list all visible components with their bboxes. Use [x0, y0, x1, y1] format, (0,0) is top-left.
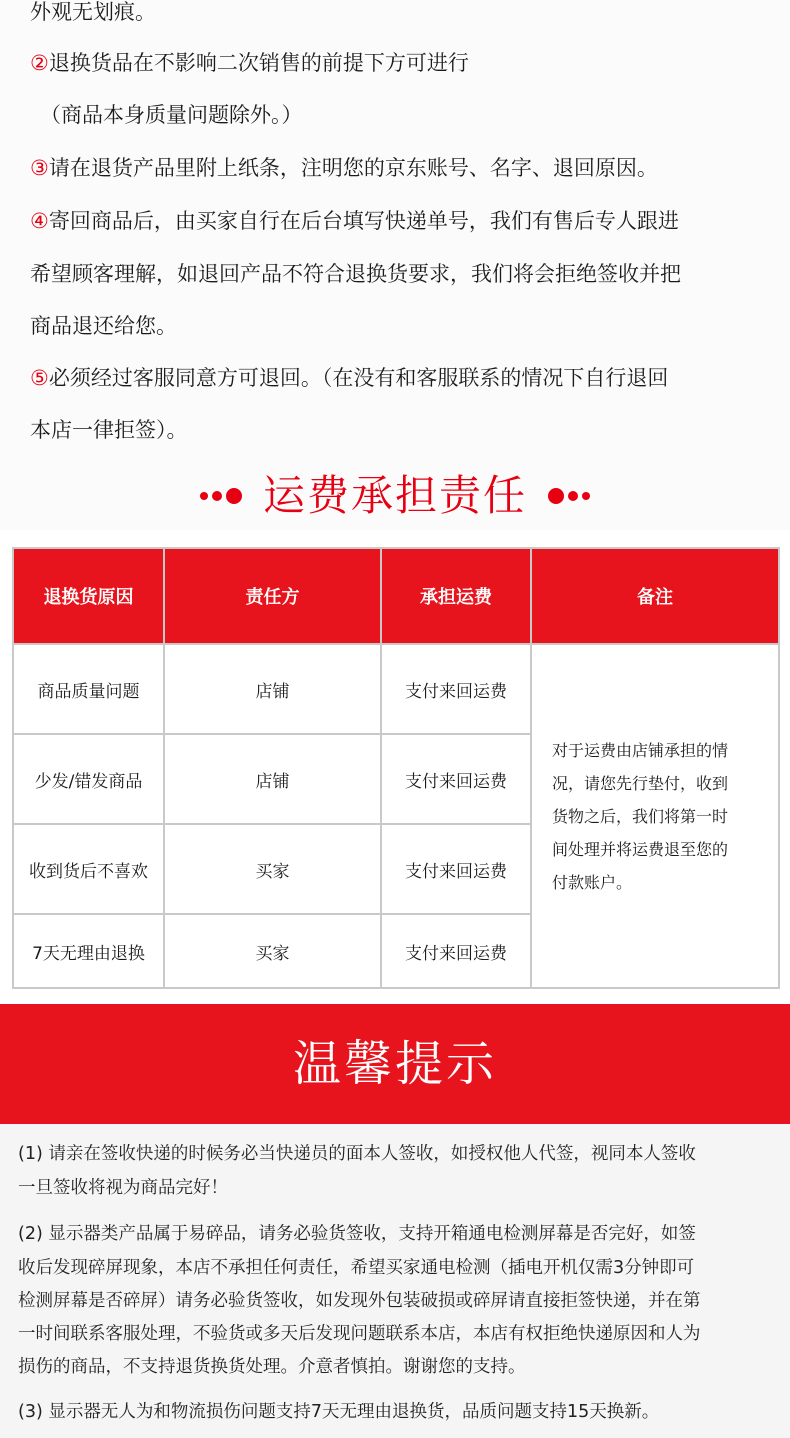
header-fee: 承担运费 — [381, 548, 531, 644]
note-line: 付款账户。 — [552, 872, 633, 892]
cell-reason: 少发/错发商品 — [13, 734, 164, 824]
circled-number: ⑤ — [30, 366, 49, 390]
policy-line: 商品退还给您。 — [30, 314, 177, 338]
tip-line: (1) 请亲在签收快递的时候务必当快递员的面本人签收，如授权他人代签，视同本人签收 — [18, 1144, 696, 1164]
tips-section — [0, 1124, 790, 1438]
policy-section — [0, 0, 790, 530]
cell-reason: 收到货后不喜欢 — [13, 824, 164, 914]
cell-party: 店铺 — [164, 644, 381, 734]
cell-note — [531, 644, 779, 988]
policy-line: 希望顾客理解，如退回产品不符合退换货要求，我们将会拒绝签收并把 — [30, 262, 681, 286]
header-note: 备注 — [531, 548, 779, 644]
shipping-table — [12, 547, 780, 989]
shipping-title: 运费承担责任 — [262, 471, 527, 520]
policy-line: 本店一律拒签）。 — [30, 418, 188, 442]
note-line: 对于运费由店铺承担的情 — [552, 740, 729, 760]
header-reason: 退换货原因 — [13, 548, 164, 644]
tips-title: 温馨提示 — [292, 1036, 497, 1092]
tip-line: 一时间联系客服处理，不验货或多天后发现问题联系本店，本店有权拒绝快递原因和人为 — [18, 1324, 701, 1344]
tip-line: (2) 显示器类产品属于易碎品，请务必验货签收，支持开箱通电检测屏幕是否完好，如签 — [18, 1224, 696, 1244]
policy-line: ②退换货品在不影响二次销售的前提下方可进行 — [30, 51, 469, 75]
table-header-row — [13, 548, 779, 644]
tip-line: 一旦签收将视为商品完好！ — [18, 1178, 228, 1198]
cell-reason: 商品质量问题 — [13, 644, 164, 734]
shipping-section-title — [0, 466, 790, 526]
note-line: 间处理并将运费退至您的 — [552, 839, 729, 859]
note-line: 况，请您先行垫付，收到 — [552, 773, 729, 793]
circled-number: ④ — [30, 209, 49, 233]
cell-fee: 支付来回运费 — [381, 824, 531, 914]
cell-party: 买家 — [164, 824, 381, 914]
tip-line: 损伤的商品，不支持退货换货处理。介意者慎拍。谢谢您的支持。 — [18, 1357, 526, 1377]
tip-line: 检测屏幕是否碎屏）请务必验货签收，如发现外包装破损或碎屏请直接拒签快递，并在第 — [18, 1291, 701, 1311]
cell-party: 店铺 — [164, 734, 381, 824]
ornament-dots-icon — [544, 488, 592, 504]
cell-fee: 支付来回运费 — [381, 914, 531, 988]
cell-reason: 7天无理由退换 — [13, 914, 164, 988]
tips-banner — [0, 1004, 790, 1124]
note-line: 货物之后，我们将第一时 — [552, 806, 729, 826]
tip-line: (3) 显示器无人为和物流损伤问题支持7天无理由退换货，品质问题支持15天换新。 — [18, 1402, 660, 1422]
header-party: 责任方 — [164, 548, 381, 644]
cell-fee: 支付来回运费 — [381, 734, 531, 824]
table-row — [13, 644, 779, 734]
circled-number: ③ — [30, 156, 49, 180]
cell-fee: 支付来回运费 — [381, 644, 531, 734]
policy-line: （商品本身质量问题除外。） — [40, 103, 303, 127]
tip-line: 收后发现碎屏现象，本店不承担任何责任，希望买家通电检测（插电开机仅需3分钟即可 — [18, 1258, 695, 1278]
policy-line: ④寄回商品后，由买家自行在后台填写快递单号，我们有售后专人跟进 — [30, 209, 679, 233]
cell-party: 买家 — [164, 914, 381, 988]
circled-number: ② — [30, 51, 49, 75]
policy-line: 外观无划痕。 — [30, 0, 156, 24]
policy-line: ⑤必须经过客服同意方可退回。（在没有和客服联系的情况下自行退回 — [30, 366, 669, 390]
policy-line: ③请在退货产品里附上纸条，注明您的京东账号、名字、退回原因。 — [30, 156, 658, 180]
